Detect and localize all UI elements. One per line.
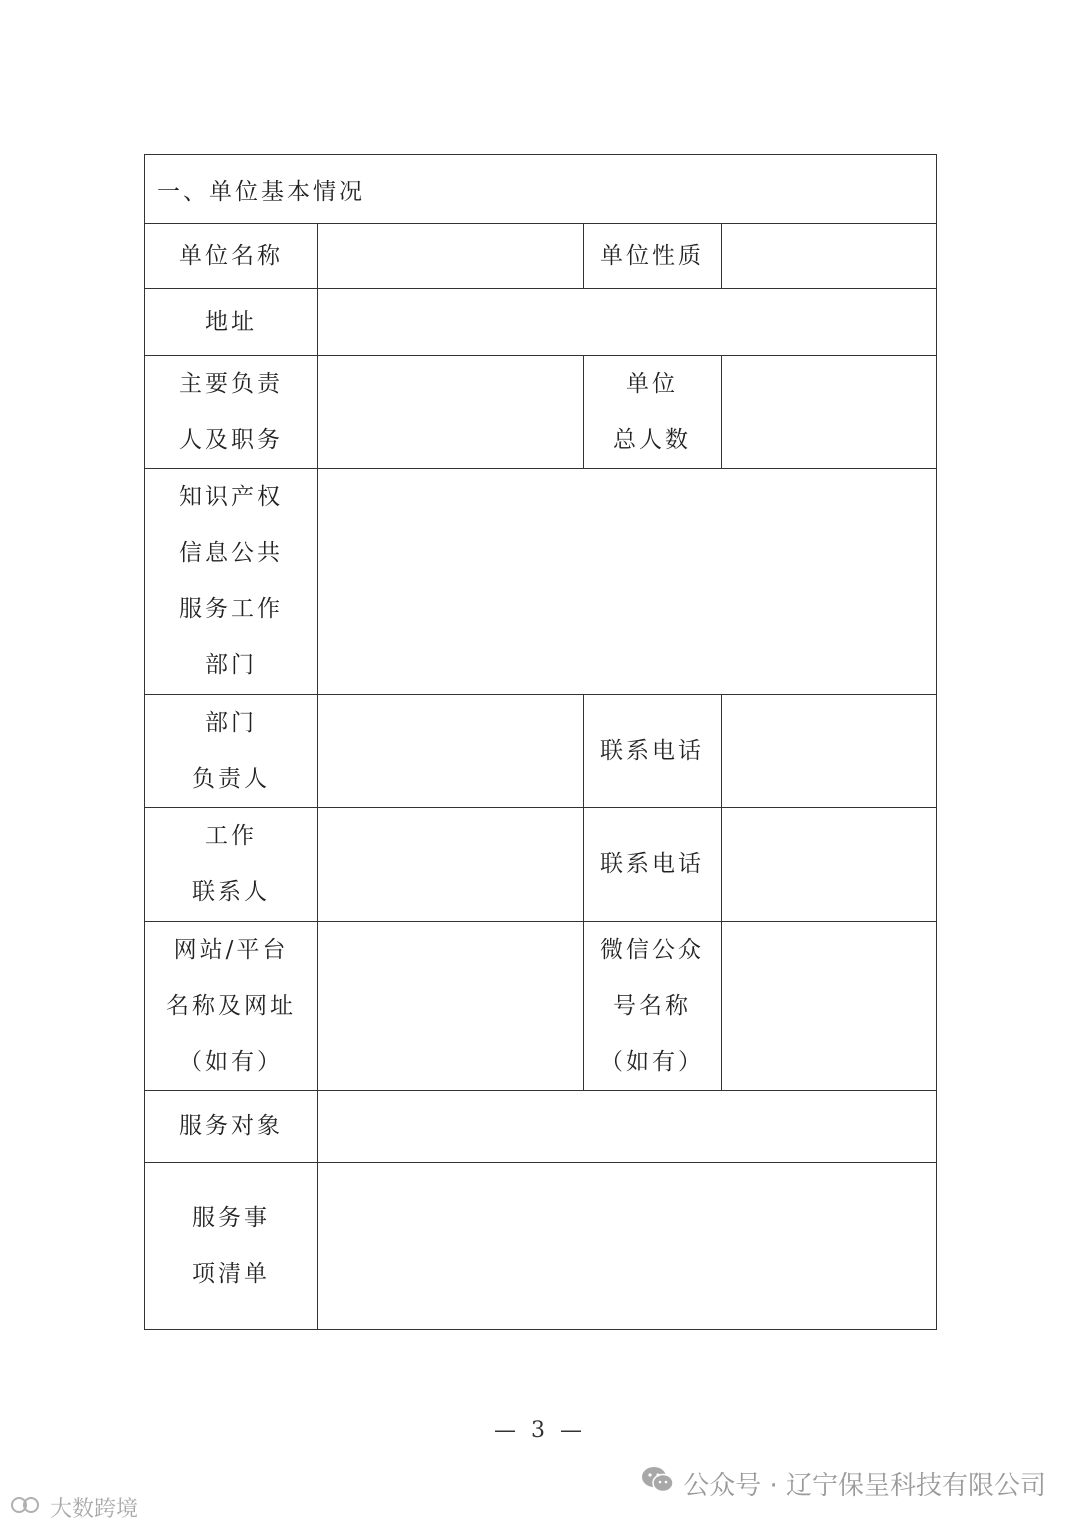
- column-divider: [317, 223, 318, 1329]
- info-form-table: [144, 154, 937, 1330]
- label-line: 号名称: [613, 992, 691, 1019]
- label-text: 单位性质: [600, 242, 704, 269]
- label-line: 负责人: [192, 765, 270, 792]
- label-headcount: [583, 355, 721, 468]
- label-ip-department: [145, 468, 317, 694]
- label-website: [145, 921, 317, 1090]
- label-service-target: [145, 1090, 317, 1162]
- label-line: （如有）: [600, 1048, 704, 1075]
- label-wechat: [583, 921, 721, 1090]
- page-number: — 3 —: [494, 1418, 586, 1443]
- column-divider: [721, 223, 722, 288]
- watermark-right: [641, 1465, 1046, 1502]
- label-address: [145, 288, 317, 355]
- label-phone-1: [583, 694, 721, 807]
- label-line: 部门: [205, 709, 257, 736]
- label-line: 网站/平台: [173, 936, 289, 963]
- label-line: （如有）: [179, 1048, 283, 1075]
- wechat-icon: [641, 1466, 675, 1501]
- watermark-left-text: 大数跨境: [50, 1497, 139, 1522]
- label-principal: [145, 355, 317, 468]
- label-text: 联系电话: [600, 737, 704, 764]
- brand-logo-icon: [10, 1494, 44, 1522]
- label-line: 工作: [205, 823, 257, 849]
- label-text: 地址: [205, 308, 257, 335]
- label-line: 人及职务: [179, 426, 283, 453]
- label-unit-nature: [583, 223, 721, 288]
- label-text: 服务对象: [179, 1113, 283, 1139]
- label-line: 服务事: [192, 1204, 270, 1231]
- label-unit-name: [145, 223, 317, 288]
- label-line: 信息公共: [179, 540, 283, 566]
- label-line: 单位: [626, 370, 678, 397]
- label-phone-2: [583, 807, 721, 921]
- column-divider: [721, 355, 722, 468]
- label-line: 知识产权: [179, 484, 283, 510]
- label-line: 服务工作: [179, 596, 283, 622]
- label-text: 联系电话: [600, 851, 704, 877]
- label-text: 单位名称: [179, 242, 283, 269]
- label-line: 总人数: [613, 426, 691, 453]
- label-line: 微信公众: [600, 936, 704, 963]
- label-dept-head: [145, 694, 317, 807]
- section-title: 一、单位基本情况: [157, 178, 365, 205]
- column-divider: [721, 694, 722, 1090]
- label-contact-person: [145, 807, 317, 921]
- label-line: 联系人: [192, 879, 270, 905]
- label-line: 部门: [205, 652, 257, 678]
- watermark-left: [10, 1492, 138, 1523]
- label-line: 主要负责: [179, 370, 283, 397]
- label-line: 项清单: [192, 1260, 270, 1287]
- watermark-right-text: 公众号 · 辽宁保呈科技有限公司: [683, 1471, 1046, 1501]
- label-line: 名称及网址: [166, 992, 296, 1019]
- label-service-list: [145, 1162, 317, 1329]
